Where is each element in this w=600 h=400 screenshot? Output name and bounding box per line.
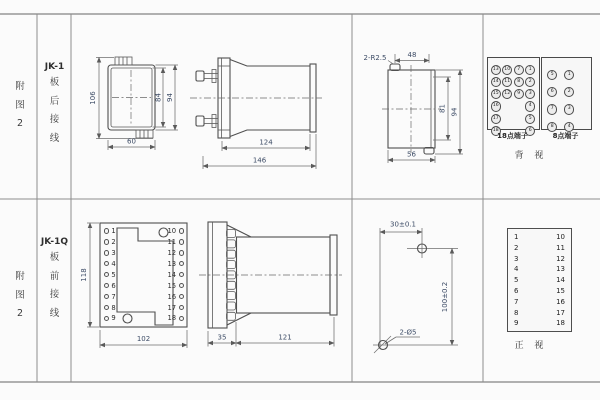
terminal-hole-icon bbox=[179, 316, 184, 321]
terminal-pin: 17 bbox=[491, 114, 501, 124]
jk1-side-view bbox=[190, 58, 322, 169]
terminal-block-18pt bbox=[487, 57, 540, 133]
front-list-left: 1 2 3 4 5 6 7 8 9 bbox=[514, 233, 519, 328]
model-label-row1 bbox=[39, 61, 70, 148]
terminal-list-front-view bbox=[507, 228, 572, 332]
terminal-row: 14 bbox=[164, 269, 184, 280]
terminal-pin: 9 bbox=[514, 89, 524, 99]
terminal-row: 15 bbox=[164, 280, 184, 291]
terminal-pin: 12 bbox=[502, 89, 512, 99]
dim-56: 56 bbox=[407, 150, 416, 159]
terminal-pin: 1 bbox=[525, 65, 535, 75]
terminal-hole-icon bbox=[104, 250, 109, 255]
terminal-hole-icon bbox=[179, 305, 184, 310]
col-1-6 bbox=[525, 65, 535, 137]
terminal-hole-icon bbox=[179, 250, 184, 255]
terminal-hole-icon bbox=[179, 261, 184, 266]
terminal-row: 3 bbox=[104, 247, 116, 258]
terminal-pin: 2 bbox=[525, 77, 535, 87]
terminal-row: 6 bbox=[104, 280, 116, 291]
terminal-hole-icon bbox=[104, 261, 109, 266]
wiring-label: 板 后 接 线 bbox=[49, 77, 60, 144]
terminal-pin: 7 bbox=[514, 65, 524, 75]
note-2-r2.5: 2-R2.5 bbox=[363, 54, 387, 62]
dim-102: 102 bbox=[136, 335, 151, 343]
terminal-row: 9 bbox=[104, 313, 116, 324]
terminal-hole-icon bbox=[104, 228, 109, 233]
terminal-pin: 4 bbox=[564, 122, 574, 132]
terminal-block-8pt bbox=[541, 57, 592, 130]
terminal-pin: 6 bbox=[547, 87, 557, 97]
terminal-hole-icon bbox=[104, 305, 109, 310]
terminal-pin: 4 bbox=[525, 101, 535, 111]
terminal-screw-icon bbox=[196, 70, 218, 128]
terminal-pin: 1 bbox=[564, 70, 574, 80]
terminal-pin: 7 bbox=[547, 104, 557, 114]
dim-35: 35 bbox=[217, 333, 227, 342]
jk1q-left-terminals bbox=[104, 226, 116, 324]
terminal-pin: 2 bbox=[564, 87, 574, 97]
jk1q-right-terminals bbox=[164, 226, 184, 324]
caption-front-view: 正 视 bbox=[514, 341, 548, 351]
terminal-pin: 5 bbox=[547, 70, 557, 80]
terminal-hole-icon bbox=[179, 272, 184, 277]
terminal-row: 16 bbox=[164, 291, 184, 302]
terminal-hole-icon bbox=[179, 294, 184, 299]
terminal-pin: 3 bbox=[525, 89, 535, 99]
terminal-row: 18 bbox=[164, 313, 184, 324]
terminal-row: 7 bbox=[104, 291, 116, 302]
terminal-pin: 15 bbox=[491, 89, 501, 99]
terminal-row: 10 bbox=[164, 226, 184, 237]
dim-121: 121 bbox=[278, 333, 292, 342]
terminal-pin: 14 bbox=[491, 77, 501, 87]
dim-60: 60 bbox=[127, 137, 136, 146]
label-8pt: 8点端子 bbox=[552, 132, 579, 140]
model-name: JK-1Q bbox=[40, 237, 69, 247]
dim-94: 94 bbox=[166, 93, 174, 102]
front-list-right: 10 11 12 13 14 15 16 17 18 bbox=[556, 233, 565, 328]
terminal-pin: 18 bbox=[491, 126, 501, 136]
terminal-hole-icon bbox=[104, 283, 109, 288]
terminal-hole-icon bbox=[179, 283, 184, 288]
label-18pt: 18点端子 bbox=[497, 132, 528, 140]
figure-label-row1: 附 图 2 bbox=[15, 81, 25, 130]
col-7-9 bbox=[514, 65, 524, 100]
terminal-row: 13 bbox=[164, 258, 184, 269]
terminal-pin: 8 bbox=[547, 122, 557, 132]
terminal-hole-icon bbox=[104, 294, 109, 299]
note-2-d5: 2-Ø5 bbox=[399, 328, 417, 337]
model-label-row2 bbox=[39, 236, 70, 323]
terminal-row: 5 bbox=[104, 269, 116, 280]
model-name: JK-1 bbox=[44, 62, 65, 72]
jk1-front-view bbox=[89, 57, 178, 150]
terminal-row: 4 bbox=[104, 258, 116, 269]
terminal-row: 11 bbox=[164, 236, 184, 247]
col-10-12 bbox=[502, 65, 512, 100]
figure-label-row2: 附 图 2 bbox=[15, 271, 25, 320]
drilling-plan bbox=[373, 221, 458, 354]
jk1-rear-cutout-view bbox=[364, 51, 463, 163]
terminal-pin: 3 bbox=[564, 104, 574, 114]
terminal-row: 8 bbox=[104, 302, 116, 313]
terminal-pin: 6 bbox=[525, 126, 535, 136]
dim-146: 146 bbox=[252, 156, 267, 165]
terminal-row: 12 bbox=[164, 247, 184, 258]
dim-106: 106 bbox=[89, 91, 97, 105]
terminal-pin: 8 bbox=[514, 77, 524, 87]
dim-100: 100±0.2 bbox=[441, 281, 449, 313]
dim-124: 124 bbox=[259, 138, 273, 147]
jk1q-side-view bbox=[199, 222, 342, 347]
dim-84: 84 bbox=[154, 93, 163, 102]
col-1-4 bbox=[564, 70, 574, 133]
dim-118: 118 bbox=[80, 268, 88, 282]
terminal-hole-icon bbox=[179, 239, 184, 244]
terminal-row: 2 bbox=[104, 236, 116, 247]
terminal-hole-icon bbox=[179, 228, 184, 233]
terminal-pin: 5 bbox=[525, 114, 535, 124]
wiring-label: 板 前 接 线 bbox=[49, 252, 60, 319]
dim-81: 81 bbox=[438, 104, 447, 113]
dim-30: 30±0.1 bbox=[390, 220, 416, 229]
terminal-pin: 10 bbox=[502, 65, 512, 75]
terminal-hole-icon bbox=[104, 316, 109, 321]
col-13-18 bbox=[491, 65, 501, 137]
dim-48: 48 bbox=[407, 51, 417, 59]
terminal-hole-icon bbox=[104, 272, 109, 277]
terminal-row: 17 bbox=[164, 302, 184, 313]
terminal-pin: 13 bbox=[491, 65, 501, 75]
dim-94-rear: 94 bbox=[450, 107, 459, 117]
terminal-pin: 16 bbox=[491, 101, 501, 111]
col-5-8 bbox=[547, 70, 557, 133]
terminal-row: 1 bbox=[104, 226, 116, 237]
terminal-hole-icon bbox=[104, 239, 109, 244]
caption-back-view: 背 视 bbox=[514, 151, 548, 161]
terminal-pin: 11 bbox=[502, 77, 512, 87]
